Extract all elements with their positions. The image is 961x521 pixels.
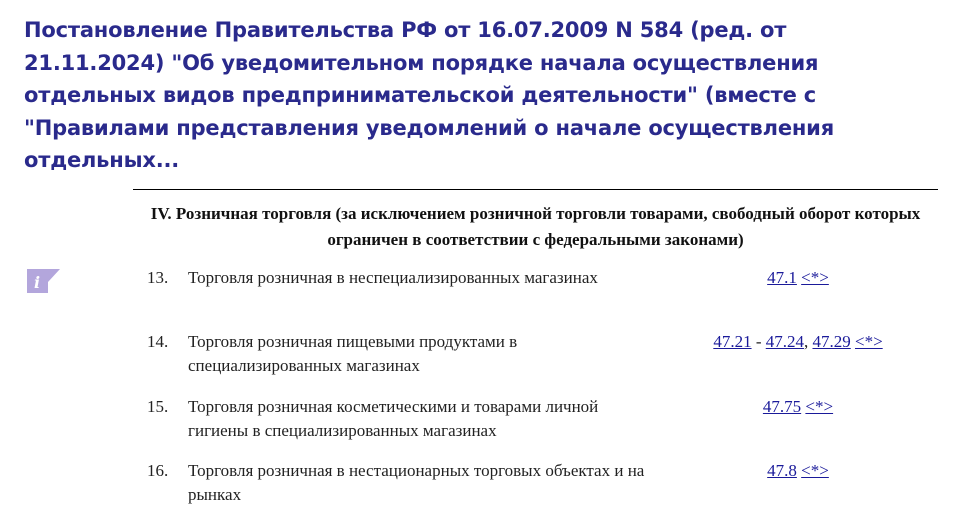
okved-code-link[interactable]: 47.75 [762, 397, 802, 416]
code-separator: - [751, 332, 766, 351]
okved-code-link[interactable]: 47.24 [765, 332, 804, 351]
section-heading: IV. Розничная торговля (за исключением розничной торговли товарами, свободный оборот которых ограничен в соответствии с федеральными законами) [150, 204, 921, 249]
table-row [133, 395, 938, 447]
document-title: Постановление Правительства РФ от 16.07.2009 N 584 (ред. от 21.11.2024) "Об уведомительном порядке начала осуществления отдельных видов предпринимательской деятельности" (вместе с "Правилами представления уведомлений о начале осуществления отдельных... [24, 18, 834, 172]
row-okved-codes [663, 266, 933, 290]
row-number: 14. [147, 332, 169, 351]
table-row [133, 459, 938, 511]
row-number: 16. [147, 461, 169, 480]
row-activity-name: Торговля розничная косметическими и товарами личной гигиены в специализированных магазинах [188, 397, 599, 440]
table-row [133, 330, 938, 382]
info-icon[interactable] [24, 268, 62, 294]
svg-text:i: i [34, 273, 41, 292]
okved-code-link[interactable]: 47.29 [812, 332, 851, 351]
row-activity-name: Торговля розничная в неспециализированных магазинах [188, 268, 598, 287]
footnote-link[interactable]: <*> [854, 332, 883, 351]
row-okved-codes [663, 459, 933, 483]
row-okved-codes [663, 395, 933, 419]
row-activity-name: Торговля розничная пищевыми продуктами в специализированных магазинах [188, 332, 518, 375]
table-row [133, 266, 938, 318]
footnote-link[interactable]: <*> [801, 461, 829, 480]
row-number: 13. [147, 268, 169, 287]
section-divider [133, 189, 938, 190]
row-okved-codes [663, 330, 933, 354]
okved-code-link[interactable]: 47.21 [713, 332, 752, 351]
code-separator: , [803, 332, 813, 351]
footnote-link[interactable]: <*> [801, 268, 829, 287]
row-number: 15. [147, 397, 169, 416]
footnote-link[interactable]: <*> [805, 397, 834, 416]
okved-code-link[interactable]: 47.1 [767, 268, 797, 287]
row-activity-name: Торговля розничная в нестационарных торговых объектах и на рынках [188, 461, 645, 504]
okved-code-link[interactable]: 47.8 [767, 461, 797, 480]
